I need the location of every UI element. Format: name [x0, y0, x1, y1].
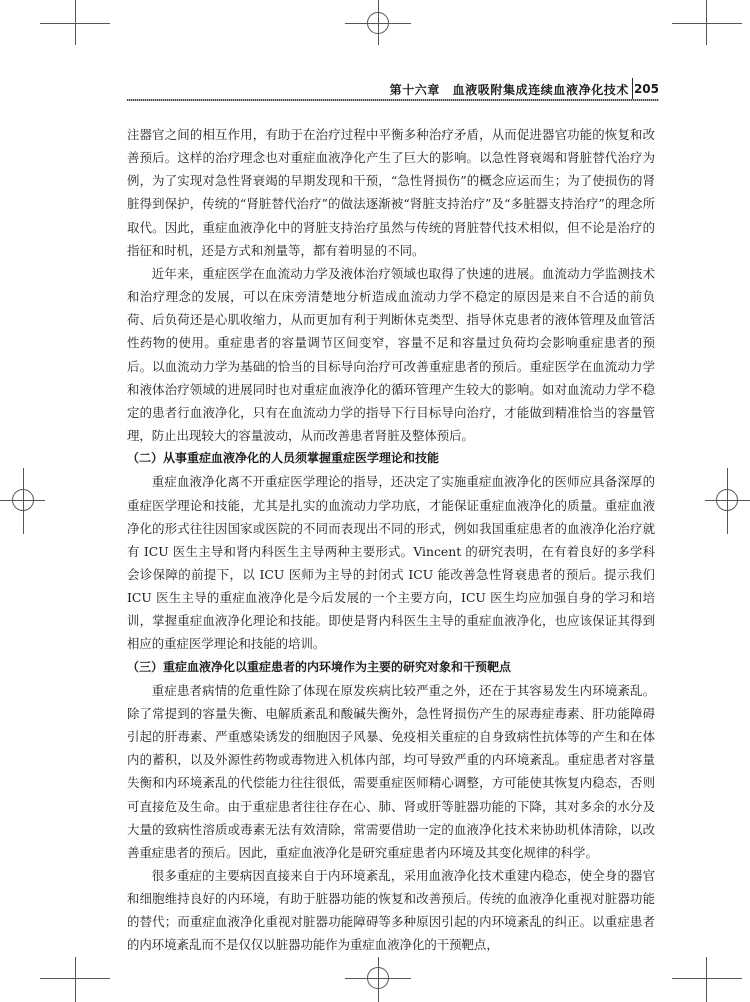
paragraph: 重症患者病情的危重性除了体现在原发疾病比较严重之外，还在于其容易发生内环境紊乱。除了常提到的容量失衡、电解质紊乱和酸碱失衡外，急性肾损伤产生的尿毒症毒素、肝功能障碍引起的肝毒素、严重感染诱发的细胞因子风暴、免疫相关重症的自身致病性抗体等的产生和在体内的蓄积，以及外源性药物或毒物进入机体内部，均可导致严重的内环境紊乱。重症患者对容量失衡和内环境紊乱的代偿能力往往很低，需要重症医师精心调整，方可能使其恢复内稳态，否则可直接危及生命。由于重症患者往往存在心、肺、肾或肝等脏器功能的下降，其对多余的水分及大量的致病性溶质或毒素无法有效清除，常需要借助一定的血液净化技术来协助机体清除，以改善重症患者的预后。因此，重症血液净化是研究重症患者内环境及其变化规律的科学。	[127, 682, 655, 860]
paragraph: 很多重症的主要病因直接来自于内环境紊乱，采用血液净化技术重建内稳态，使全身的器官和细胞维持良好的内环境，有助于脏器功能的恢复和改善预后。传统的血液净化重视对脏器功能的替代；而重症血液净化重视对脏器功能障碍等多种原因引起的内环境紊乱的纠正。以重症患者的内环境紊乱而不是仅仅以脏器功能作为重症血液净化的干预靶点，	[127, 868, 655, 953]
page-body	[127, 123, 655, 957]
page-number: 205	[632, 78, 659, 100]
section-heading: （三）重症血液净化以重症患者的内环境作为主要的研究对象和干预靶点	[127, 659, 512, 674]
chapter-title: 第十六章 血液吸附集成连续血液净化技术	[389, 83, 629, 97]
paragraph: 重症血液净化离不开重症医学理论的指导，还决定了实施重症血液净化的医师应具备深厚的重症医学理论和技能，尤其是扎实的血流动力学功底，才能保证重症血液净化的质量。重症血液净化的形式往往因国家或医院的不同而表现出不同的形式，例如我国重症患者的血液净化治疗就有 ICU 医生主导和肾内科医生主导两种主要形式。Vincent 的研究表明，在有着良好的多学科会诊保障的前提下，以 ICU 医师为主导的封闭式 ICU 能改善急性肾衰患者的预后。提示我们 ICU 医生主导的重症血液净化是今后发展的一个主要方向，ICU 医生均应加强自身的学习和培训，掌握重症血液净化理论和技能。即使是肾内科医生主导的重症血液净化，也应该保证其得到相应的重症医学理论和技能的培训。	[127, 474, 655, 652]
paragraph: 注器官之间的相互作用，有助于在治疗过程中平衡多种治疗矛盾，从而促进器官功能的恢复和改善预后。这样的治疗理念也对重症血液净化产生了巨大的影响。以急性肾衰竭和肾脏替代治疗为例，为了实现对急性肾衰竭的早期发现和干预，“急性肾损伤”的概念应运而生；为了使损伤的肾脏得到保护，传统的“肾脏替代治疗”的做法逐渐被“肾脏支持治疗”及“多脏器支持治疗”的理念所取代。因此，重症血液净化中的肾脏支持治疗虽然与传统的肾脏替代技术相似，但不论是治疗的指征和时机，还是方式和剂量等，都有着明显的不同。	[127, 127, 655, 258]
paragraph: 近年来，重症医学在血流动力学及液体治疗领域也取得了快速的进展。血流动力学监测技术和治疗理念的发展，可以在床旁清楚地分析造成血流动力学不稳定的原因是来自不合适的前负荷、后负荷还是心肌收缩力，从而更加有利于判断休克类型、指导休克患者的液体管理及血管活性药物的使用。重症患者的容量调节区间变窄，容量不足和容量过负荷均会影响重症患者的预后。以血流动力学为基础的恰当的目标导向治疗可改善重症患者的预后。重症医学在血流动力学和液体治疗领域的进展同时也对重症血液净化的循环管理产生较大的影响。如对血流动力学不稳定的患者行血液净化，只有在血流动力学的指导下行目标导向治疗，才能做到精准恰当的容量管理，防止出现较大的容量波动，从而改善患者肾脏及整体预后。	[127, 265, 655, 444]
section-heading: （二）从事重症血液净化的人员须掌握重症医学理论和技能	[127, 451, 440, 466]
running-header	[127, 80, 659, 100]
header-rule	[127, 99, 659, 101]
